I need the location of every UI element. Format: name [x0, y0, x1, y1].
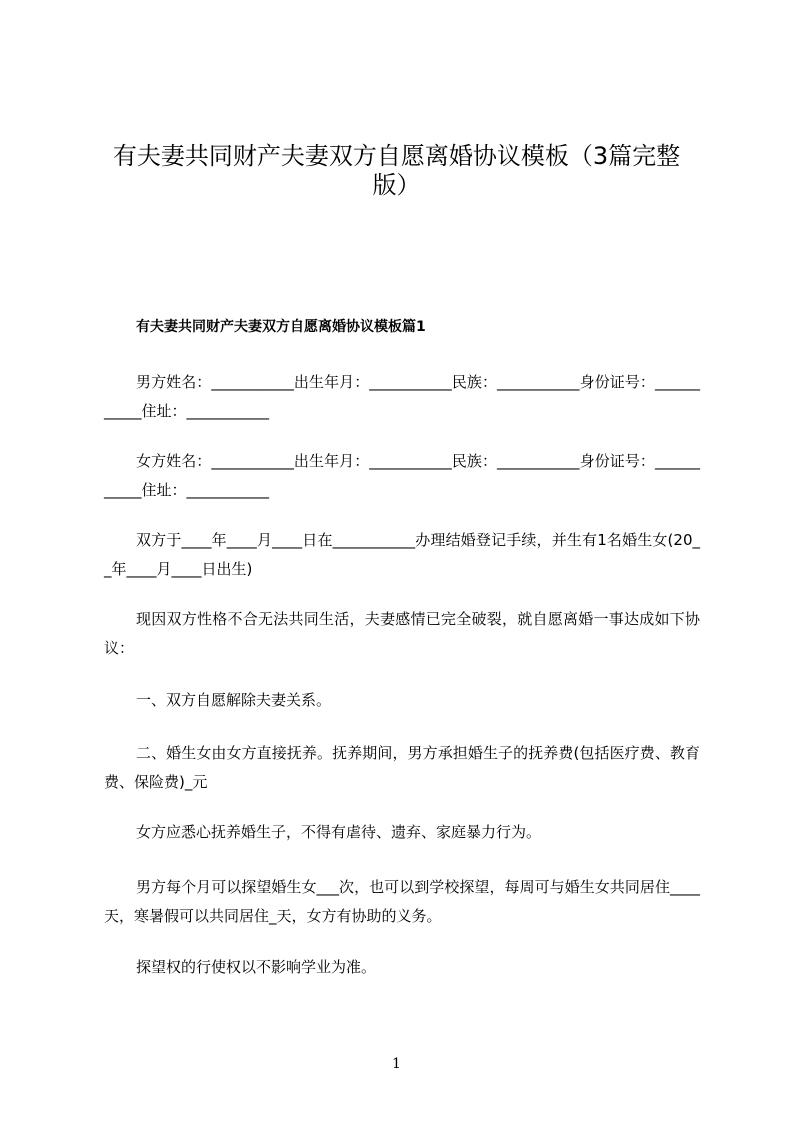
paragraph-visitation-rule: 探望权的行使权以不影响学业为准。 [136, 958, 377, 976]
paragraph-female-info: 女方姓名：___________出生年月：___________民族：___________身份证号：___________住址：___________ [104, 452, 700, 499]
paragraph-marriage-registration: 双方于____年____月____日在___________办理结婚登记手续，并生有1名婚生女(20__年____月____日出生) [104, 531, 700, 578]
section-heading: 有夫妻共同财产夫妻双方自愿离婚协议模板篇1 [136, 319, 426, 335]
document-title: 有夫妻共同财产夫妻双方自愿离婚协议模板（3篇完整版） [112, 142, 681, 199]
paragraph-clause-2: 二、婚生女由女方直接抚养。抚养期间，男方承担婚生子的抚养费(包括医疗费、教育费、保险费)_元 [104, 744, 700, 791]
paragraph-divorce-reason: 现因双方性格不合无法共同生活，夫妻感情已完全破裂，就自愿离婚一事达成如下协议： [104, 610, 700, 657]
paragraph-visitation: 男方每个月可以探望婚生女___次，也可以到学校探望，每周可与婚生女共同居住____天，寒暑假可以共同居住_天，女方有协助的义务。 [104, 878, 700, 925]
paragraph-male-info: 男方姓名：___________出生年月：___________民族：___________身份证号：___________住址：___________ [104, 373, 700, 420]
paragraph-clause-1: 一、双方自愿解除夫妻关系。 [136, 691, 332, 709]
page-number: 1 [392, 1056, 401, 1072]
paragraph-upbringing-duty: 女方应悉心抚养婚生子，不得有虐待、遗弃、家庭暴力行为。 [136, 823, 542, 841]
